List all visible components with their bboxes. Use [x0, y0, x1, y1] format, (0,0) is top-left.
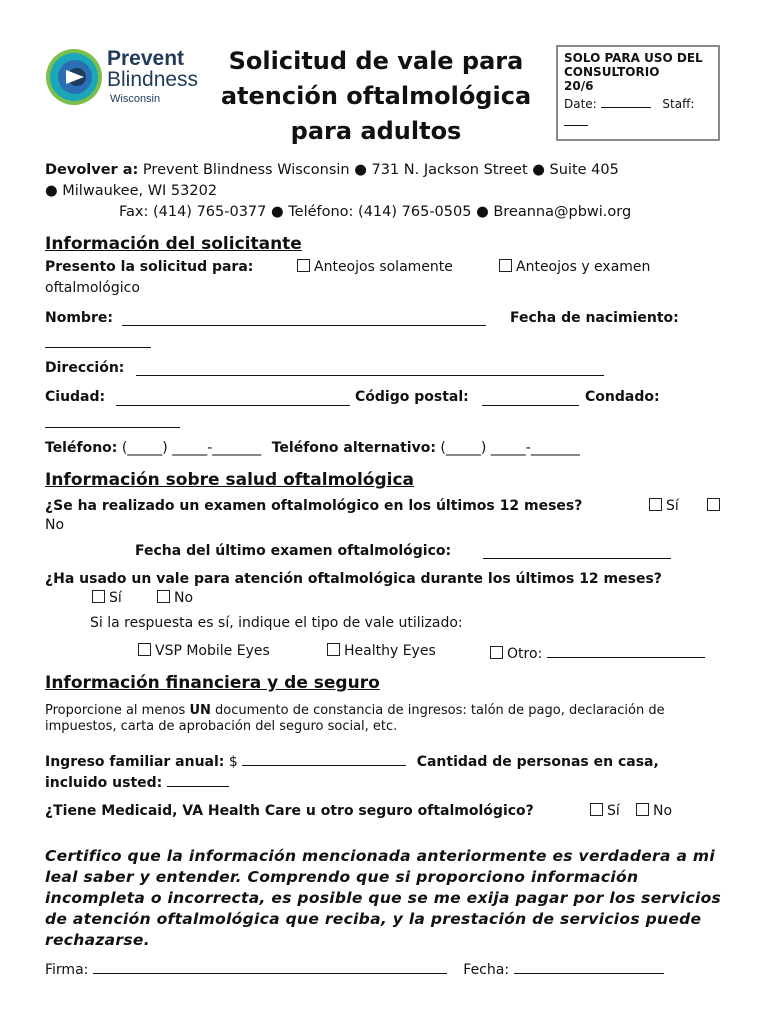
city-field[interactable] — [116, 391, 350, 406]
insurance-no[interactable] — [636, 803, 672, 819]
insurance-no-label: No — [653, 803, 673, 819]
request-label: Presento la solicitud para: — [45, 259, 254, 275]
zip-field[interactable] — [482, 391, 579, 406]
checkbox[interactable] — [707, 498, 720, 511]
option-continued: oftalmológico — [45, 280, 140, 296]
logo-line1: Prevent — [107, 47, 185, 70]
exam-no-box[interactable] — [707, 498, 724, 514]
logo-line2: Blindness — [107, 68, 199, 91]
signature-date-field[interactable] — [514, 959, 664, 974]
voucher-other[interactable] — [490, 643, 705, 662]
voucher-other-label: Otro: — [507, 646, 543, 662]
checkbox[interactable] — [590, 803, 603, 816]
logo-line3: Wisconsin — [110, 93, 161, 105]
last-exam-label: Fecha del último examen oftalmológico: — [135, 543, 452, 559]
income-note-post: documento de constancia de ingresos: talón de pago, declaración de — [210, 703, 665, 718]
title-line2: atención oftalmológica — [220, 82, 532, 110]
phone-field[interactable]: (_____) _____-_______ — [121, 440, 262, 456]
zip-label: Código postal: — [355, 389, 469, 405]
voucher-question: ¿Ha usado un vale para atención oftalmológica durante los últimos 12 meses? — [45, 571, 662, 587]
logo — [44, 44, 204, 110]
form-title — [196, 44, 556, 149]
name-label: Nombre: — [45, 310, 113, 326]
checkbox[interactable] — [499, 259, 512, 272]
alt-phone-label: Teléfono alternativo: — [271, 440, 436, 456]
voucher-vsp[interactable] — [138, 643, 270, 659]
applicant-heading: Información del solicitante — [45, 234, 302, 254]
office-date-label: Date: — [564, 97, 597, 111]
address-field[interactable] — [136, 361, 604, 376]
return-line1 — [45, 162, 619, 178]
county-field[interactable] — [45, 413, 180, 428]
name-field[interactable] — [122, 311, 486, 326]
income-note-line1 — [45, 703, 665, 718]
option-glasses-exam[interactable] — [499, 259, 650, 275]
signature-date-label: Fecha: — [463, 962, 510, 978]
return-line3: Fax: (414) 765-0377 ● Teléfono: (414) 765-0505 ● Breanna@pbwi.org — [119, 204, 632, 220]
office-code: 20/6 — [564, 79, 594, 93]
exam-yes[interactable] — [649, 498, 679, 514]
voucher-type-instruction: Si la respuesta es sí, indique el tipo de vale utilizado: — [90, 615, 463, 631]
income-field[interactable] — [242, 751, 406, 766]
checkbox[interactable] — [92, 590, 105, 603]
voucher-yes-label: Sí — [109, 590, 122, 606]
checkbox[interactable] — [490, 646, 503, 659]
exam-yes-label: Sí — [666, 498, 679, 514]
option-glasses-exam-label: Anteojos y examen — [516, 259, 651, 275]
financial-heading: Información financiera y de seguro — [45, 673, 380, 693]
signature-label: Firma: — [45, 962, 89, 978]
county-label: Condado: — [585, 389, 660, 405]
phone-row — [45, 440, 580, 456]
return-line2: ● Milwaukee, WI 53202 — [45, 183, 218, 199]
voucher-other-field[interactable] — [547, 643, 705, 658]
income-note-pre: Proporcione al menos — [45, 703, 190, 718]
income-note-line2: impuestos, carta de aprobación del seguro social, etc. — [45, 719, 398, 734]
income-row — [45, 751, 659, 770]
return-address: Prevent Blindness Wisconsin ● 731 N. Jackson Street ● Suite 405 — [138, 162, 619, 178]
voucher-vsp-label: VSP Mobile Eyes — [155, 643, 270, 659]
return-label: Devolver a: — [45, 162, 139, 178]
signature-row — [45, 959, 664, 978]
option-glasses[interactable] — [297, 259, 453, 275]
alt-phone-field[interactable]: (_____) _____-_______ — [440, 440, 580, 456]
exam-question: ¿Se ha realizado un examen oftalmológico en los últimos 12 meses? — [45, 498, 583, 514]
household-row — [45, 772, 229, 791]
option-glasses-label: Anteojos solamente — [314, 259, 453, 275]
checkbox[interactable] — [297, 259, 310, 272]
office-staff-field[interactable] — [564, 111, 588, 126]
office-use-box — [556, 45, 720, 141]
checkbox[interactable] — [649, 498, 662, 511]
voucher-yes[interactable] — [92, 590, 122, 606]
household-field[interactable] — [167, 772, 229, 787]
address-label: Dirección: — [45, 360, 125, 376]
certification-statement: Certifico que la información mencionada anteriormente es verdadera a mi leal saber y entender. Comprendo que si proporciono información incompleta o incorrecta, es posible que se me exija pagar por los servicios de atención oftalmológica que reciba, y la prestación de servicios puede rechazarse. — [45, 847, 722, 949]
insurance-question: ¿Tiene Medicaid, VA Health Care u otro seguro oftalmológico? — [45, 803, 534, 819]
income-label: Ingreso familiar anual: — [45, 754, 225, 770]
exam-no-label: No — [45, 517, 65, 533]
checkbox[interactable] — [157, 590, 170, 603]
last-exam-field[interactable] — [483, 544, 671, 559]
checkbox[interactable] — [138, 643, 151, 656]
household-label: Cantidad de personas en casa, — [416, 754, 659, 770]
voucher-healthy-eyes-label: Healthy Eyes — [344, 643, 436, 659]
household-label-cont: incluido usted: — [45, 775, 163, 791]
dob-field[interactable] — [45, 333, 151, 348]
signature-field[interactable] — [93, 959, 447, 974]
voucher-no-label: No — [174, 590, 194, 606]
insurance-yes[interactable] — [590, 803, 620, 819]
dob-label: Fecha de nacimiento: — [510, 310, 679, 326]
phone-label: Teléfono: — [45, 440, 118, 456]
office-heading: SOLO PARA USO DEL CONSULTORIO — [564, 51, 703, 79]
dollar-sign: $ — [228, 754, 238, 770]
income-note-bold: UN — [189, 703, 211, 718]
eye-logo-icon — [44, 46, 104, 108]
office-date-field[interactable] — [601, 93, 651, 108]
insurance-yes-label: Sí — [607, 803, 620, 819]
title-line3: para adultos — [290, 117, 462, 145]
city-label: Ciudad: — [45, 389, 106, 405]
voucher-healthy-eyes[interactable] — [327, 643, 436, 659]
office-staff-label: Staff: — [662, 97, 695, 111]
voucher-no[interactable] — [157, 590, 193, 606]
eye-health-heading: Información sobre salud oftalmológica — [45, 470, 415, 490]
office-date-staff — [564, 93, 712, 111]
title-line1: Solicitud de vale para — [228, 47, 524, 75]
checkbox[interactable] — [327, 643, 340, 656]
checkbox[interactable] — [636, 803, 649, 816]
office-staff-field-row — [564, 111, 712, 129]
